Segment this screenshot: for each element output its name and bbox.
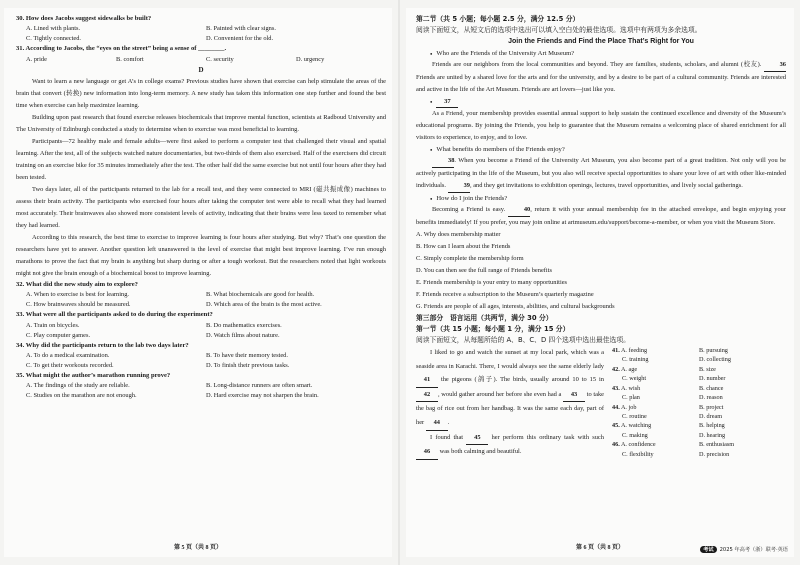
- blank-46[interactable]: 46: [416, 445, 438, 460]
- cloze-passage: [416, 346, 604, 460]
- option-text: A. feeding: [620, 347, 648, 355]
- cloze-number: 41.: [612, 347, 620, 355]
- option[interactable]: C. How brainwaves should be measured.: [26, 301, 131, 309]
- right-page: [406, 8, 794, 557]
- option[interactable]: B. What biochemicals are good for health.: [206, 291, 315, 299]
- blank-45[interactable]: 45: [466, 431, 488, 446]
- question-31: 31. According to Jacobs, the “eyes on the street” being a sense of ________.: [16, 45, 227, 53]
- choice-item[interactable]: G. Friends are people of all ages, interests, abilities, and cultural backgrounds: [416, 303, 615, 311]
- option[interactable]: A. Lined with plants.: [26, 25, 81, 33]
- section-instructions: 阅读下面短文，从每题所给的 A、B、C、D 四个选项中选出最佳选项。: [416, 336, 630, 345]
- text: her perform this ordinary task with such: [491, 433, 604, 441]
- blank-36[interactable]: 36: [764, 59, 786, 72]
- question-33: 33. What were all the participants asked to do during the experiment?: [16, 311, 213, 319]
- section-header-text: 第二节（共 5 小题；每小题 2.5 分，满分 12.5 分）: [416, 15, 580, 23]
- passage-paragraph: [416, 59, 786, 96]
- option[interactable]: A. The findings of the study are reliable.: [26, 382, 130, 390]
- option[interactable]: D. Watch films about nature.: [206, 331, 280, 339]
- cloze-option[interactable]: B. helping: [699, 422, 725, 430]
- option[interactable]: A. When to exercise is best for learning.: [26, 291, 129, 299]
- cloze-number: 43.: [612, 384, 620, 392]
- option[interactable]: A. pride: [26, 55, 47, 63]
- cloze-option[interactable]: D. collecting: [699, 356, 731, 364]
- cloze-option[interactable]: D. hearing: [699, 431, 726, 439]
- option[interactable]: A. Train on bicycles.: [26, 321, 80, 329]
- option-text: A. age: [620, 365, 638, 373]
- subheading: ● Who are the Friends of the University Art Museum?: [416, 48, 786, 59]
- cloze-option[interactable]: D. dream: [699, 412, 723, 420]
- question-33-options: [16, 321, 386, 341]
- blank-41[interactable]: 41: [416, 373, 438, 388]
- choice-list: [416, 229, 786, 313]
- option-text: C. making: [622, 431, 648, 439]
- part-header-text: 第三部分 语言运用（共两节，满分 30 分）: [416, 314, 553, 323]
- cloze-option[interactable]: [612, 403, 699, 412]
- option-text: C. plan: [622, 394, 640, 402]
- option-text: A. job: [620, 403, 637, 411]
- question-31-options: [16, 55, 386, 65]
- text: I found that: [430, 433, 464, 441]
- question-32: 32. What did the new study aim to explore?: [16, 280, 138, 288]
- passage-paragraph: As a Friend, your membership provides essential annual support to help sustain the continued excellence and diversity of the Museum’s educational programs. By joining the Friends, you help to guarantee that the Museum remains a welcoming place of shared enrichment for all visitors to experience, to enjoy, and to love.: [416, 110, 786, 142]
- question-30-options: [16, 24, 386, 44]
- section-header: [416, 14, 786, 25]
- passage-paragraph: Participants—72 healthy male and female adults—were first asked to perform a computer test that challenged their visual and spatial learning. After the test, all of the subjects watched nature documentaries, but two-thirds of them also exercised. Half of the exercisers did circuit training on an exercise bike for 35 minutes immediately after the test. The other half did the same exercise but not until four hours after they had been tested.: [16, 137, 386, 181]
- part-header: [416, 313, 786, 324]
- cloze-option[interactable]: B. pursuing: [699, 347, 728, 355]
- passage-paragraph: Building upon past research that found exercise releases biochemicals that improve mental function, scientists at Radboud University and The University of Edinburgh conducted a study to determine when to exercise was most beneficial to learning.: [16, 113, 386, 133]
- choice-item[interactable]: B. How can I learn about the Friends: [416, 243, 511, 251]
- blank-43[interactable]: 43: [563, 388, 585, 403]
- option[interactable]: C. security: [206, 55, 234, 63]
- option[interactable]: B. Long-distance runners are often smart.: [206, 382, 313, 390]
- blank-38[interactable]: 38: [432, 155, 454, 168]
- option-text: A. wish: [620, 384, 641, 392]
- option[interactable]: D. urgency: [296, 55, 325, 63]
- choice-item[interactable]: A. Why does membership matter: [416, 231, 501, 239]
- choice-item[interactable]: E. Friends membership is your entry to many opportunities: [416, 279, 568, 287]
- cloze-option[interactable]: [612, 431, 699, 440]
- page-fold: [398, 0, 400, 565]
- option-text: A. watching: [620, 422, 652, 430]
- option-text: C. routine: [622, 412, 647, 420]
- option[interactable]: B. To have their memory tested.: [206, 352, 288, 360]
- left-page: [4, 8, 392, 557]
- cloze-option[interactable]: B. enthusiasm: [699, 441, 735, 449]
- cloze-option[interactable]: B. size: [699, 365, 716, 373]
- text: , return it with your annual membership fee in the attached envelope, and begin enjoying your benefits immediately! If you prefer, you may join online at artmuseum.edu/support/become-a-member, or when you visit the Museum Store.: [416, 206, 787, 227]
- text: to take the bag of rice out from her handbag. It was the same each day, part of her: [416, 390, 604, 427]
- page-footer: 第 6 页（共 8 页）: [575, 545, 624, 551]
- question-35: 35. What might the author’s marathon running prove?: [16, 372, 171, 380]
- choice-item[interactable]: F. Friends receive a subscription to the Museum’s quarterly magazine: [416, 291, 594, 299]
- question-30: 30. How does Jacobs suggest sidewalks be built?: [16, 15, 152, 22]
- question-34-options: [16, 351, 386, 371]
- option[interactable]: D. To finish their previous tasks.: [206, 362, 290, 370]
- option[interactable]: B. Painted with clear signs.: [206, 25, 276, 33]
- subheading: ● What benefits do members of the Friends enjoy?: [416, 144, 786, 155]
- cloze-number: 42.: [612, 365, 620, 373]
- option[interactable]: B. Do mathematics exercises.: [206, 321, 282, 329]
- option[interactable]: A. To do a medical examination.: [26, 352, 110, 360]
- blank-40[interactable]: 40: [508, 204, 530, 217]
- text: . When you become a Friend of the University Art Museum, you also become part of a great tradition. Not only will you be actively participating in the life of the Museum, but you also will receive special opportunities to share your love of art with other like-minded individuals.: [416, 157, 786, 190]
- text: was both calming and beautiful.: [439, 448, 522, 456]
- section-label: D: [198, 65, 204, 74]
- cloze-number: 46.: [612, 441, 620, 449]
- text: , would gather around her before she even had a: [438, 390, 562, 398]
- blank-44[interactable]: 44: [426, 416, 448, 431]
- option-text: C. weight: [622, 375, 647, 383]
- cloze-option[interactable]: D. reason: [699, 394, 723, 402]
- choice-item[interactable]: D. You can then see the full range of Friends benefits: [416, 267, 552, 275]
- section-header-text: 第一节（共 15 小题；每小题 1 分，满分 15 分）: [416, 325, 570, 334]
- cloze-option[interactable]: B. chance: [699, 384, 724, 392]
- question-35-options: [16, 381, 386, 401]
- blank-42[interactable]: 42: [416, 388, 438, 403]
- blank-39[interactable]: 39: [448, 180, 470, 193]
- passage-paragraph: According to this research, the best time to exercise to improve learning is four hours after studying. But why? That’s one question the researchers have yet to answer. Another question left unanswered is the level of exercise that might best improve learning. I’ve run enough marathons to prove the fact that my brain is anything but sharp during or after a tough workout. But the researchers noted that light workouts might not give the brain enough of a biochemical boost to improve learning.: [16, 233, 386, 277]
- cloze-option[interactable]: [612, 365, 699, 374]
- option[interactable]: C. Play computer games.: [26, 331, 91, 339]
- cloze-option[interactable]: [612, 393, 699, 402]
- section-header: [416, 324, 786, 335]
- cloze-option[interactable]: D. number: [699, 375, 726, 383]
- passage-paragraph: Two days later, all of the participants returned to the lab for a recall test, and they were connected to MRI (磁共振成像) machines to assess their brain activity. The participants who exercised four hours after taking the computer test were able to recall what they had learned most accurately. Their brainwaves also showed more consistent levels of activity, indicating that their brains were less taxed to remember what they had learned.: [16, 185, 386, 229]
- text: Friends are our neighbors from the local communities and beyond. They are families, students, scholars, and alumni (校友).: [432, 61, 762, 69]
- option-text: A. confidence: [620, 441, 656, 449]
- option[interactable]: B. comfort: [116, 55, 144, 63]
- option-text: C. training: [622, 356, 649, 364]
- option[interactable]: C. Tightly connected.: [26, 35, 82, 43]
- exam-badge: [700, 546, 788, 553]
- cloze-option[interactable]: [612, 355, 699, 364]
- question-34: 34. Why did the participants return to the lab two days later?: [16, 341, 189, 349]
- passage-paragraph: [416, 204, 786, 229]
- text: I liked to go and watch the sunset at my local park, which was a seaside area in Karachi. There, I would always see the same elderly lady: [416, 349, 604, 370]
- cloze-number: 44.: [612, 403, 620, 411]
- cloze-option[interactable]: [612, 412, 699, 421]
- passage-title: Join the Friends and Find the Place That’s Right for You: [508, 38, 694, 45]
- passage-paragraph: Want to learn a new language or get A’s in college exams? Previous studies have shown that exercise can help stimulate the areas of the brain that convert (转换) new information into long-term memory. A new study has taken this information one step further and found the best time when exercise can help maximize learning.: [16, 77, 386, 109]
- cloze-option[interactable]: [612, 346, 699, 355]
- cloze-number: 45.: [612, 422, 620, 430]
- cloze-options: [612, 346, 786, 460]
- subheading: [416, 96, 786, 108]
- option-text: C. flexibility: [622, 450, 654, 458]
- question-32-options: [16, 290, 386, 310]
- cloze-option[interactable]: B. project: [699, 403, 724, 411]
- option[interactable]: C. Studies on the marathon are not enough.: [26, 392, 137, 400]
- cloze-option[interactable]: [612, 450, 699, 459]
- option[interactable]: D. Which area of the brain is the most active.: [206, 301, 322, 309]
- option[interactable]: D. Convenient for the old.: [206, 35, 274, 43]
- text: the pigeons (鸽子). The birds, usually around 10 to 15 in: [440, 376, 604, 384]
- cloze-option[interactable]: [612, 384, 699, 393]
- blank-37[interactable]: 37: [436, 96, 458, 108]
- cloze-section: [416, 346, 786, 460]
- subheading: ● How do I join the Friends?: [416, 193, 786, 204]
- section-instructions: 阅读下面短文，从短文后的选项中选出可以填入空白处的最佳选项。选项中有两项为多余选项。: [416, 26, 702, 34]
- cloze-option[interactable]: [612, 374, 699, 383]
- page-footer: 第 5 页（共 8 页）: [173, 545, 222, 551]
- exam-logo: 考试: [700, 546, 716, 553]
- text: , and they get invitations to exhibition openings, lectures, travel opportunities, and lively social gatherings.: [470, 182, 743, 190]
- cloze-option[interactable]: [612, 440, 699, 449]
- option[interactable]: D. Hard exercise may not sharpen the brain.: [206, 392, 319, 400]
- text: Becoming a Friend is easy.: [432, 206, 506, 214]
- option[interactable]: C. To get their workouts recorded.: [26, 362, 114, 370]
- text: .: [447, 419, 450, 427]
- passage-paragraph: [416, 155, 786, 193]
- text: Friends are united by a shared love for the arts and for the university, and by a desire to be part of a cultural community. Friends are interested and active in the life of the Art Museum. Friends are art lovers—just like you.: [416, 74, 786, 94]
- choice-item[interactable]: C. Simply complete the membership form: [416, 255, 524, 263]
- exam-badge-text: 2025 年高考（浙）联考·英语: [719, 547, 788, 553]
- cloze-option[interactable]: D. precision: [699, 450, 730, 458]
- cloze-option[interactable]: [612, 421, 699, 430]
